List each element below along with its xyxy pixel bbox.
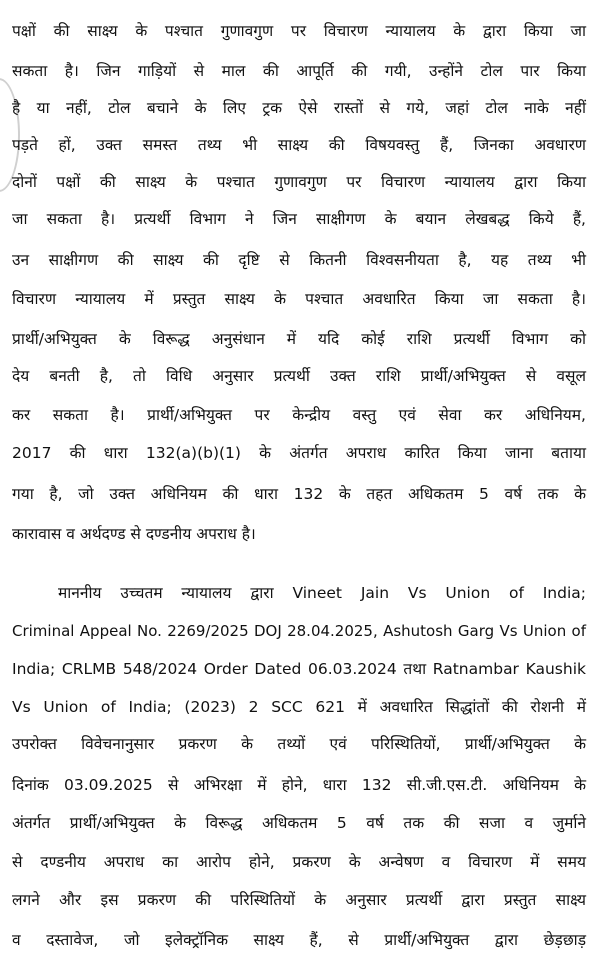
paragraph2-line-7: अंतर्गत प्रार्थी/अभियुक्त के विरूद्ध अधिकतम 5 वर्ष तक की सजा व जुर्माने — [12, 814, 586, 832]
paragraph1-line-6: जा सकता है। प्रत्यर्थी विभाग ने जिन साक्षीगण के बयान लेखबद्ध किये हैं, — [12, 210, 586, 228]
paragraph2-line-9: लगने और इस प्रकरण की परिस्थितियों के अनुसार प्रत्यर्थी द्वारा प्रस्तुत साक्ष्य — [12, 891, 586, 909]
paragraph1-line-7: उन साक्षीगण की साक्ष्य की दृष्टि से कितनी विश्वसनीयता है, यह तथ्य भी — [12, 251, 586, 269]
paragraph1-line-13: गया है, जो उक्त अधिनियम की धारा 132 के तहत अधिकतम 5 वर्ष तक के — [12, 485, 586, 503]
paragraph2-line-1: माननीय उच्चतम न्यायालय द्वारा Vineet Jain Vs Union of India; — [58, 584, 586, 602]
paragraph2-line-6: दिनांक 03.09.2025 से अभिरक्षा में होने, धारा 132 सी.जी.एस.टी. अधिनियम के — [12, 776, 586, 794]
paragraph2-line-2: Criminal Appeal No. 2269/2025 DOJ 28.04.2025, Ashutosh Garg Vs Union of — [12, 622, 586, 640]
paragraph1-line-5: दोनों पक्षों की साक्ष्य के पश्चात गुणावगुण पर विचारण न्यायालय द्वारा किया — [12, 173, 586, 191]
paragraph1-line-9: प्रार्थी/अभियुक्त के विरूद्ध अनुसंधान में यदि कोई राशि प्रत्यर्थी विभाग को — [12, 330, 586, 348]
paragraph2-line-5: उपरोक्त विवेचनानुसार प्रकरण के तथ्यों एवं परिस्थितियों, प्रार्थी/अभियुक्त के — [12, 735, 586, 753]
paragraph1-line-8: विचारण न्यायालय में प्रस्तुत साक्ष्य के पश्चात अवधारित किया जा सकता है। — [12, 290, 586, 308]
paragraph1-line-12: 2017 की धारा 132(a)(b)(1) के अंतर्गत अपराध कारित किया जाना बताया — [12, 444, 586, 462]
paragraph1-line-4: पड़ते हों, उक्त समस्त तथ्य भी साक्ष्य की विषयवस्तु हैं, जिनका अवधारण — [12, 136, 586, 154]
paragraph1-line-10: देय बनती है, तो विधि अनुसार प्रत्यर्थी उक्त राशि प्रार्थी/अभियुक्त से वसूल — [12, 367, 586, 385]
paragraph2-line-10: व दस्तावेज, जो इलेक्ट्रॉनिक साक्ष्य हैं, से प्रार्थी/अभियुक्त द्वारा छेड़छाड़ — [12, 931, 586, 949]
paragraph1-line-14: कारावास व अर्थदण्ड से दण्डनीय अपराध है। — [12, 525, 256, 543]
paragraph2-line-3: India; CRLMB 548/2024 Order Dated 06.03.2024 तथा Ratnambar Kaushik — [12, 660, 586, 678]
paragraph1-line-1: पक्षों की साक्ष्य के पश्चात गुणावगुण पर विचारण न्यायालय के द्वारा किया जा — [12, 22, 586, 40]
paragraph1-line-2: सकता है। जिन गाड़ियों से माल की आपूर्ति की गयी, उन्होंने टोल पार किया — [12, 62, 586, 80]
paragraph2-line-4: Vs Union of India; (2023) 2 SCC 621 में अवधारित सिद्धांतों की रोशनी में — [12, 698, 586, 716]
paragraph2-line-8: से दण्डनीय अपराध का आरोप होने, प्रकरण के अन्वेषण व विचारण में समय — [12, 853, 586, 871]
paragraph1-line-3: है या नहीं, टोल बचाने के लिए ट्रक ऐसे रास्तों से गये, जहां टोल नाके नहीं — [12, 99, 586, 117]
paragraph1-line-11: कर सकता है। प्रार्थी/अभियुक्त पर केन्द्रीय वस्तु एवं सेवा कर अधिनियम, — [12, 406, 586, 424]
